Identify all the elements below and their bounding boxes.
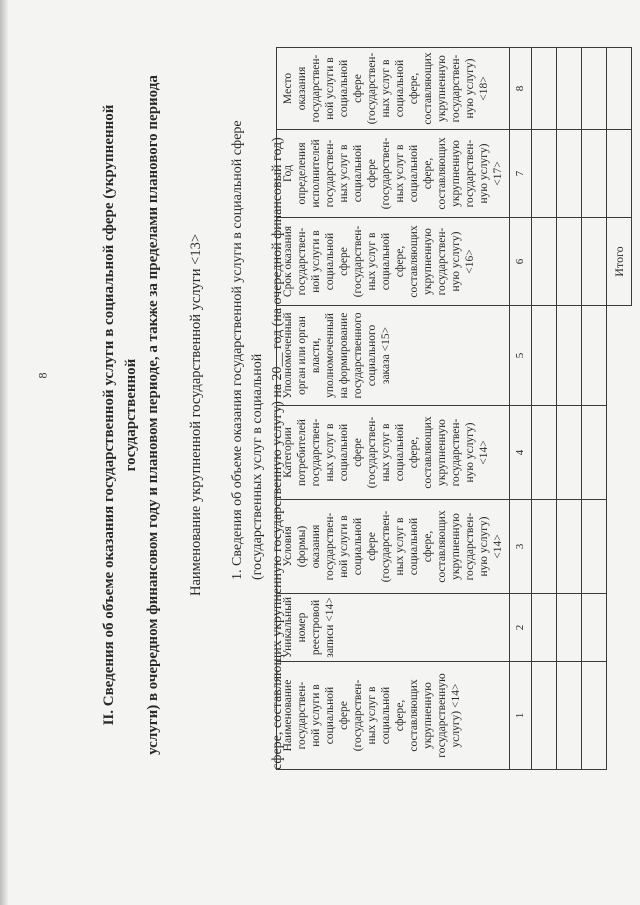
table-cell xyxy=(532,48,557,130)
column-number: 8 xyxy=(510,48,532,130)
header-consumer-categories: Категории потребителей государствен- ных услуг в социальной сфере (государствен- ных услуг в социальной сфере, составляющих укрупненную государствен- ную услугу) <14> xyxy=(277,406,510,500)
header-service-place: Место оказания государствен- ной услуги в социальной сфере (государствен- ных услуг в социальной сфере, составляющих укрупненную государствен- ную услугу) <18> xyxy=(277,48,510,130)
table-cell xyxy=(532,130,557,218)
table-cell xyxy=(532,218,557,306)
table-cell xyxy=(557,218,582,306)
enlarged-service-name-caption: Наименование укрупненной государственной услуги <13> xyxy=(188,234,204,596)
table-cell xyxy=(532,406,557,500)
header-service-term: Срок оказания государствен- ной услуги в социальной сфере (государствен- ных услуг в социальной сфере, составляющих укрупненную государствен- ную услугу) <16> xyxy=(277,218,510,306)
header-authorized-body: Уполномоченный орган или орган власти, уполномоченный на формирование государственного социального заказа <15> xyxy=(277,306,510,406)
header-contractor-year: Год определения исполнителей государствен- ных услуг в социальной сфере (государствен- ных услуг в социальной сфере, составляющих укрупненную государствен- ную услугу) <17> xyxy=(277,130,510,218)
table-cell xyxy=(532,500,557,594)
scan-edge-shadow xyxy=(0,0,8,905)
heading-line-2: услуги) в очередном финансовом году и плановом периоде, а также за пределами планового периода xyxy=(145,75,161,755)
total-label: Итого xyxy=(607,218,632,306)
column-number: 2 xyxy=(510,594,532,662)
table-cell xyxy=(557,48,582,130)
total-cell xyxy=(607,130,632,218)
table-cell xyxy=(582,594,607,662)
heading-line-1: II. Сведения об объеме оказания государственной услуги в социальной сфере (укрупненной государственной xyxy=(101,104,139,726)
table-cell xyxy=(557,594,582,662)
column-number: 7 xyxy=(510,130,532,218)
total-spacer xyxy=(607,306,632,770)
column-number: 6 xyxy=(510,218,532,306)
table-cell xyxy=(532,594,557,662)
table-cell xyxy=(582,130,607,218)
column-number: 1 xyxy=(510,662,532,770)
header-row xyxy=(277,48,510,770)
table-cell xyxy=(557,306,582,406)
column-number: 4 xyxy=(510,406,532,500)
total-cell xyxy=(607,48,632,130)
column-number: 3 xyxy=(510,500,532,594)
rotated-page-content xyxy=(98,50,640,780)
table-row xyxy=(557,48,582,770)
table-cell xyxy=(582,406,607,500)
section-heading xyxy=(98,50,164,780)
table-cell xyxy=(582,662,607,770)
table-cell xyxy=(557,662,582,770)
table-cell xyxy=(582,218,607,306)
column-number-row xyxy=(510,48,532,770)
column-number: 5 xyxy=(510,306,532,406)
table-cell xyxy=(557,130,582,218)
header-registry-number: Уникальный номер реестровой записи <14> xyxy=(277,594,510,662)
total-row xyxy=(607,48,632,770)
table-cell xyxy=(582,500,607,594)
table-cell xyxy=(532,306,557,406)
table-row xyxy=(532,48,557,770)
header-service-name: Наименование государствен- ной услуги в социальной сфере (государствен- ных услуг в социальной сфере, составляющих укрупненную государственную услугу) <14> xyxy=(277,662,510,770)
page-number: 8 xyxy=(35,372,50,379)
subsection-title-line-1: 1. Сведения об объеме оказания государственной услуги в социальной сфере (государственных услуг в социальной xyxy=(230,120,265,580)
header-conditions: Условия (формы) оказания государствен- ной услуги в социальной сфере (государствен- ных услуг в социальной сфере, составляющих укрупненную государствен- ную услугу) <14> xyxy=(277,500,510,594)
service-volume-table xyxy=(276,47,632,770)
table-cell xyxy=(557,500,582,594)
table-cell xyxy=(532,662,557,770)
table-row xyxy=(582,48,607,770)
table-cell xyxy=(582,306,607,406)
subsection-title-line-2: сфере, составляющих укрупненную государственную услугу) на 20__ год (на очередной финансовый год) xyxy=(270,137,285,770)
table-cell xyxy=(582,48,607,130)
table-cell xyxy=(557,406,582,500)
